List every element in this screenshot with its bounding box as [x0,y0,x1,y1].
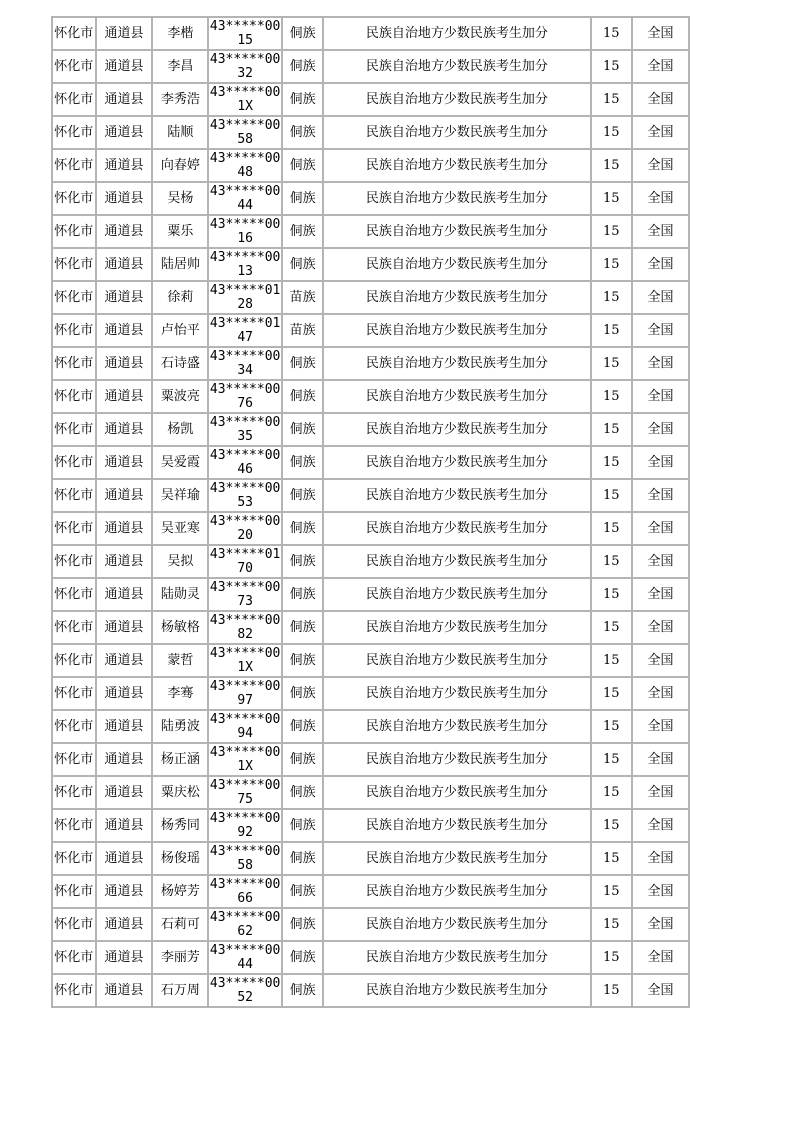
id-number-cell: 43*****0013 [208,248,282,281]
id-number-cell: 43*****0082 [208,611,282,644]
county-cell: 通道县 [96,182,153,215]
bonus-category-cell: 民族自治地方少数民族考生加分 [323,776,590,809]
scope-cell: 全国 [632,116,689,149]
scope-cell: 全国 [632,743,689,776]
bonus-category-cell: 民族自治地方少数民族考生加分 [323,842,590,875]
name-cell: 李昌 [152,50,208,83]
county-cell: 通道县 [96,248,153,281]
scope-cell: 全国 [632,875,689,908]
county-cell: 通道县 [96,314,153,347]
table-row [52,809,689,842]
bonus-category-cell: 民族自治地方少数民族考生加分 [323,248,590,281]
bonus-points-cell: 15 [591,776,632,809]
id-number-cell: 43*****0058 [208,842,282,875]
city-cell: 怀化市 [52,809,96,842]
bonus-points-cell: 15 [591,50,632,83]
name-cell: 向春婷 [152,149,208,182]
scope-cell: 全国 [632,182,689,215]
name-cell: 徐莉 [152,281,208,314]
ethnicity-cell: 侗族 [282,875,323,908]
name-cell: 李秀浩 [152,83,208,116]
city-cell: 怀化市 [52,446,96,479]
table-row [52,743,689,776]
table-row [52,248,689,281]
bonus-category-cell: 民族自治地方少数民族考生加分 [323,281,590,314]
table-row [52,182,689,215]
table-row [52,17,689,50]
bonus-points-cell: 15 [591,875,632,908]
table-row [52,413,689,446]
bonus-category-cell: 民族自治地方少数民族考生加分 [323,644,590,677]
scope-cell: 全国 [632,611,689,644]
city-cell: 怀化市 [52,644,96,677]
name-cell: 蒙哲 [152,644,208,677]
county-cell: 通道县 [96,677,153,710]
city-cell: 怀化市 [52,182,96,215]
bonus-category-cell: 民族自治地方少数民族考生加分 [323,446,590,479]
bonus-points-cell: 15 [591,215,632,248]
bonus-category-cell: 民族自治地方少数民族考生加分 [323,743,590,776]
city-cell: 怀化市 [52,380,96,413]
table-row [52,545,689,578]
city-cell: 怀化市 [52,611,96,644]
ethnicity-cell: 侗族 [282,479,323,512]
name-cell: 杨婷芳 [152,875,208,908]
scope-cell: 全国 [632,776,689,809]
bonus-category-cell: 民族自治地方少数民族考生加分 [323,413,590,446]
scope-cell: 全国 [632,17,689,50]
bonus-points-cell: 15 [591,611,632,644]
name-cell: 陆勋灵 [152,578,208,611]
scope-cell: 全国 [632,347,689,380]
name-cell: 吴拟 [152,545,208,578]
name-cell: 石诗盛 [152,347,208,380]
county-cell: 通道县 [96,611,153,644]
table-row [52,611,689,644]
city-cell: 怀化市 [52,149,96,182]
city-cell: 怀化市 [52,17,96,50]
name-cell: 陆居帅 [152,248,208,281]
ethnicity-cell: 侗族 [282,347,323,380]
bonus-category-cell: 民族自治地方少数民族考生加分 [323,710,590,743]
id-number-cell: 43*****0032 [208,50,282,83]
scope-cell: 全国 [632,677,689,710]
city-cell: 怀化市 [52,677,96,710]
bonus-points-cell: 15 [591,182,632,215]
name-cell: 杨俊瑶 [152,842,208,875]
bonus-points-cell: 15 [591,809,632,842]
county-cell: 通道县 [96,347,153,380]
bonus-points-cell: 15 [591,17,632,50]
ethnicity-cell: 侗族 [282,215,323,248]
ethnicity-cell: 侗族 [282,644,323,677]
table-row [52,776,689,809]
scope-cell: 全国 [632,479,689,512]
bonus-category-cell: 民族自治地方少数民族考生加分 [323,116,590,149]
bonus-category-cell: 民族自治地方少数民族考生加分 [323,182,590,215]
bonus-category-cell: 民族自治地方少数民族考生加分 [323,941,590,974]
scope-cell: 全国 [632,512,689,545]
bonus-category-cell: 民族自治地方少数民族考生加分 [323,83,590,116]
table-row [52,974,689,1007]
id-number-cell: 43*****0062 [208,908,282,941]
bonus-points-cell: 15 [591,347,632,380]
id-number-cell: 43*****001X [208,83,282,116]
table-row [52,941,689,974]
scope-cell: 全国 [632,380,689,413]
table-row [52,842,689,875]
bonus-points-cell: 15 [591,314,632,347]
bonus-points-cell: 15 [591,842,632,875]
scope-cell: 全国 [632,281,689,314]
bonus-points-cell: 15 [591,710,632,743]
bonus-category-cell: 民族自治地方少数民族考生加分 [323,314,590,347]
id-number-cell: 43*****0035 [208,413,282,446]
name-cell: 吴杨 [152,182,208,215]
name-cell: 粟庆松 [152,776,208,809]
scope-cell: 全国 [632,248,689,281]
ethnicity-cell: 侗族 [282,380,323,413]
ethnicity-cell: 侗族 [282,446,323,479]
id-number-cell: 43*****0016 [208,215,282,248]
id-number-cell: 43*****0170 [208,545,282,578]
scope-cell: 全国 [632,314,689,347]
id-number-cell: 43*****0034 [208,347,282,380]
city-cell: 怀化市 [52,974,96,1007]
id-number-cell: 43*****0048 [208,149,282,182]
scope-cell: 全国 [632,149,689,182]
ethnicity-cell: 侗族 [282,149,323,182]
name-cell: 杨凯 [152,413,208,446]
bonus-points-cell: 15 [591,941,632,974]
name-cell: 粟波亮 [152,380,208,413]
scope-cell: 全国 [632,446,689,479]
table-row [52,116,689,149]
name-cell: 吴爱霞 [152,446,208,479]
bonus-points-cell: 15 [591,248,632,281]
city-cell: 怀化市 [52,842,96,875]
city-cell: 怀化市 [52,248,96,281]
bonus-category-cell: 民族自治地方少数民族考生加分 [323,545,590,578]
bonus-category-cell: 民族自治地方少数民族考生加分 [323,149,590,182]
county-cell: 通道县 [96,512,153,545]
bonus-points-cell: 15 [591,644,632,677]
bonus-points-cell: 15 [591,974,632,1007]
id-number-cell: 43*****0015 [208,17,282,50]
id-number-cell: 43*****0052 [208,974,282,1007]
bonus-category-cell: 民族自治地方少数民族考生加分 [323,809,590,842]
city-cell: 怀化市 [52,578,96,611]
county-cell: 通道县 [96,545,153,578]
bonus-points-cell: 15 [591,149,632,182]
bonus-category-cell: 民族自治地方少数民族考生加分 [323,479,590,512]
name-cell: 陆勇波 [152,710,208,743]
id-number-cell: 43*****0044 [208,182,282,215]
bonus-points-cell: 15 [591,413,632,446]
name-cell: 李骞 [152,677,208,710]
table-row [52,479,689,512]
county-cell: 通道县 [96,446,153,479]
county-cell: 通道县 [96,974,153,1007]
ethnicity-cell: 侗族 [282,809,323,842]
county-cell: 通道县 [96,479,153,512]
table-row [52,512,689,545]
table-body [52,17,689,1007]
bonus-category-cell: 民族自治地方少数民族考生加分 [323,578,590,611]
id-number-cell: 43*****001X [208,743,282,776]
ethnicity-cell: 苗族 [282,281,323,314]
id-number-cell: 43*****0092 [208,809,282,842]
county-cell: 通道县 [96,578,153,611]
table-row [52,677,689,710]
city-cell: 怀化市 [52,479,96,512]
id-number-cell: 43*****0076 [208,380,282,413]
ethnicity-cell: 侗族 [282,776,323,809]
scope-cell: 全国 [632,545,689,578]
city-cell: 怀化市 [52,83,96,116]
table-row [52,215,689,248]
name-cell: 石万周 [152,974,208,1007]
table-row [52,644,689,677]
bonus-category-cell: 民族自治地方少数民族考生加分 [323,875,590,908]
ethnicity-cell: 侗族 [282,512,323,545]
county-cell: 通道县 [96,908,153,941]
county-cell: 通道县 [96,710,153,743]
name-cell: 石莉可 [152,908,208,941]
ethnicity-cell: 侗族 [282,578,323,611]
county-cell: 通道县 [96,809,153,842]
table-row [52,578,689,611]
county-cell: 通道县 [96,215,153,248]
id-number-cell: 43*****0097 [208,677,282,710]
id-number-cell: 43*****0020 [208,512,282,545]
ethnicity-cell: 侗族 [282,413,323,446]
county-cell: 通道县 [96,149,153,182]
bonus-category-cell: 民族自治地方少数民族考生加分 [323,908,590,941]
scope-cell: 全国 [632,941,689,974]
table-row [52,908,689,941]
id-number-cell: 43*****0128 [208,281,282,314]
city-cell: 怀化市 [52,743,96,776]
city-cell: 怀化市 [52,215,96,248]
name-cell: 粟乐 [152,215,208,248]
id-number-cell: 43*****0066 [208,875,282,908]
city-cell: 怀化市 [52,908,96,941]
table-row [52,875,689,908]
city-cell: 怀化市 [52,50,96,83]
county-cell: 通道县 [96,941,153,974]
bonus-category-cell: 民族自治地方少数民族考生加分 [323,17,590,50]
bonus-category-cell: 民族自治地方少数民族考生加分 [323,974,590,1007]
bonus-points-cell: 15 [591,677,632,710]
table-row [52,149,689,182]
table-row [52,83,689,116]
scope-cell: 全国 [632,809,689,842]
ethnicity-cell: 侗族 [282,248,323,281]
name-cell: 吴祥瑜 [152,479,208,512]
name-cell: 杨正涵 [152,743,208,776]
city-cell: 怀化市 [52,413,96,446]
county-cell: 通道县 [96,281,153,314]
bonus-points-cell: 15 [591,512,632,545]
ethnicity-cell: 侗族 [282,17,323,50]
scope-cell: 全国 [632,578,689,611]
city-cell: 怀化市 [52,281,96,314]
table-row [52,710,689,743]
scope-cell: 全国 [632,974,689,1007]
ethnicity-cell: 侗族 [282,974,323,1007]
county-cell: 通道县 [96,776,153,809]
scope-cell: 全国 [632,50,689,83]
county-cell: 通道县 [96,380,153,413]
name-cell: 李丽芳 [152,941,208,974]
city-cell: 怀化市 [52,512,96,545]
table-row [52,446,689,479]
name-cell: 李楷 [152,17,208,50]
bonus-points-cell: 15 [591,479,632,512]
scope-cell: 全国 [632,215,689,248]
id-number-cell: 43*****0075 [208,776,282,809]
city-cell: 怀化市 [52,314,96,347]
city-cell: 怀化市 [52,545,96,578]
scope-cell: 全国 [632,710,689,743]
bonus-category-cell: 民族自治地方少数民族考生加分 [323,611,590,644]
ethnicity-cell: 侗族 [282,908,323,941]
ethnicity-cell: 侗族 [282,710,323,743]
county-cell: 通道县 [96,842,153,875]
city-cell: 怀化市 [52,941,96,974]
bonus-points-cell: 15 [591,578,632,611]
bonus-category-cell: 民族自治地方少数民族考生加分 [323,215,590,248]
table-row [52,347,689,380]
name-cell: 杨敏格 [152,611,208,644]
bonus-category-cell: 民族自治地方少数民族考生加分 [323,50,590,83]
bonus-points-cell: 15 [591,83,632,116]
county-cell: 通道县 [96,875,153,908]
ethnicity-cell: 侗族 [282,743,323,776]
id-number-cell: 43*****0094 [208,710,282,743]
ethnicity-cell: 侗族 [282,50,323,83]
table-row [52,314,689,347]
id-number-cell: 43*****0046 [208,446,282,479]
bonus-points-cell: 15 [591,116,632,149]
table-row [52,50,689,83]
city-cell: 怀化市 [52,776,96,809]
table-row [52,380,689,413]
bonus-points-table [51,16,690,1008]
table-row [52,281,689,314]
city-cell: 怀化市 [52,347,96,380]
bonus-points-cell: 15 [591,545,632,578]
scope-cell: 全国 [632,908,689,941]
county-cell: 通道县 [96,50,153,83]
scope-cell: 全国 [632,644,689,677]
ethnicity-cell: 侗族 [282,842,323,875]
name-cell: 卢怡平 [152,314,208,347]
bonus-points-cell: 15 [591,743,632,776]
city-cell: 怀化市 [52,710,96,743]
id-number-cell: 43*****0044 [208,941,282,974]
bonus-points-cell: 15 [591,908,632,941]
bonus-category-cell: 民族自治地方少数民族考生加分 [323,512,590,545]
county-cell: 通道县 [96,116,153,149]
id-number-cell: 43*****001X [208,644,282,677]
scope-cell: 全国 [632,842,689,875]
scope-cell: 全国 [632,83,689,116]
ethnicity-cell: 苗族 [282,314,323,347]
ethnicity-cell: 侗族 [282,677,323,710]
bonus-category-cell: 民族自治地方少数民族考生加分 [323,677,590,710]
bonus-points-cell: 15 [591,380,632,413]
id-number-cell: 43*****0147 [208,314,282,347]
ethnicity-cell: 侗族 [282,83,323,116]
scope-cell: 全国 [632,413,689,446]
city-cell: 怀化市 [52,116,96,149]
city-cell: 怀化市 [52,875,96,908]
name-cell: 吴亚寒 [152,512,208,545]
bonus-points-cell: 15 [591,446,632,479]
bonus-points-cell: 15 [591,281,632,314]
county-cell: 通道县 [96,83,153,116]
name-cell: 陆顺 [152,116,208,149]
ethnicity-cell: 侗族 [282,182,323,215]
ethnicity-cell: 侗族 [282,941,323,974]
county-cell: 通道县 [96,413,153,446]
county-cell: 通道县 [96,644,153,677]
bonus-category-cell: 民族自治地方少数民族考生加分 [323,380,590,413]
id-number-cell: 43*****0058 [208,116,282,149]
id-number-cell: 43*****0053 [208,479,282,512]
county-cell: 通道县 [96,743,153,776]
ethnicity-cell: 侗族 [282,116,323,149]
county-cell: 通道县 [96,17,153,50]
name-cell: 杨秀同 [152,809,208,842]
ethnicity-cell: 侗族 [282,611,323,644]
bonus-category-cell: 民族自治地方少数民族考生加分 [323,347,590,380]
id-number-cell: 43*****0073 [208,578,282,611]
ethnicity-cell: 侗族 [282,545,323,578]
